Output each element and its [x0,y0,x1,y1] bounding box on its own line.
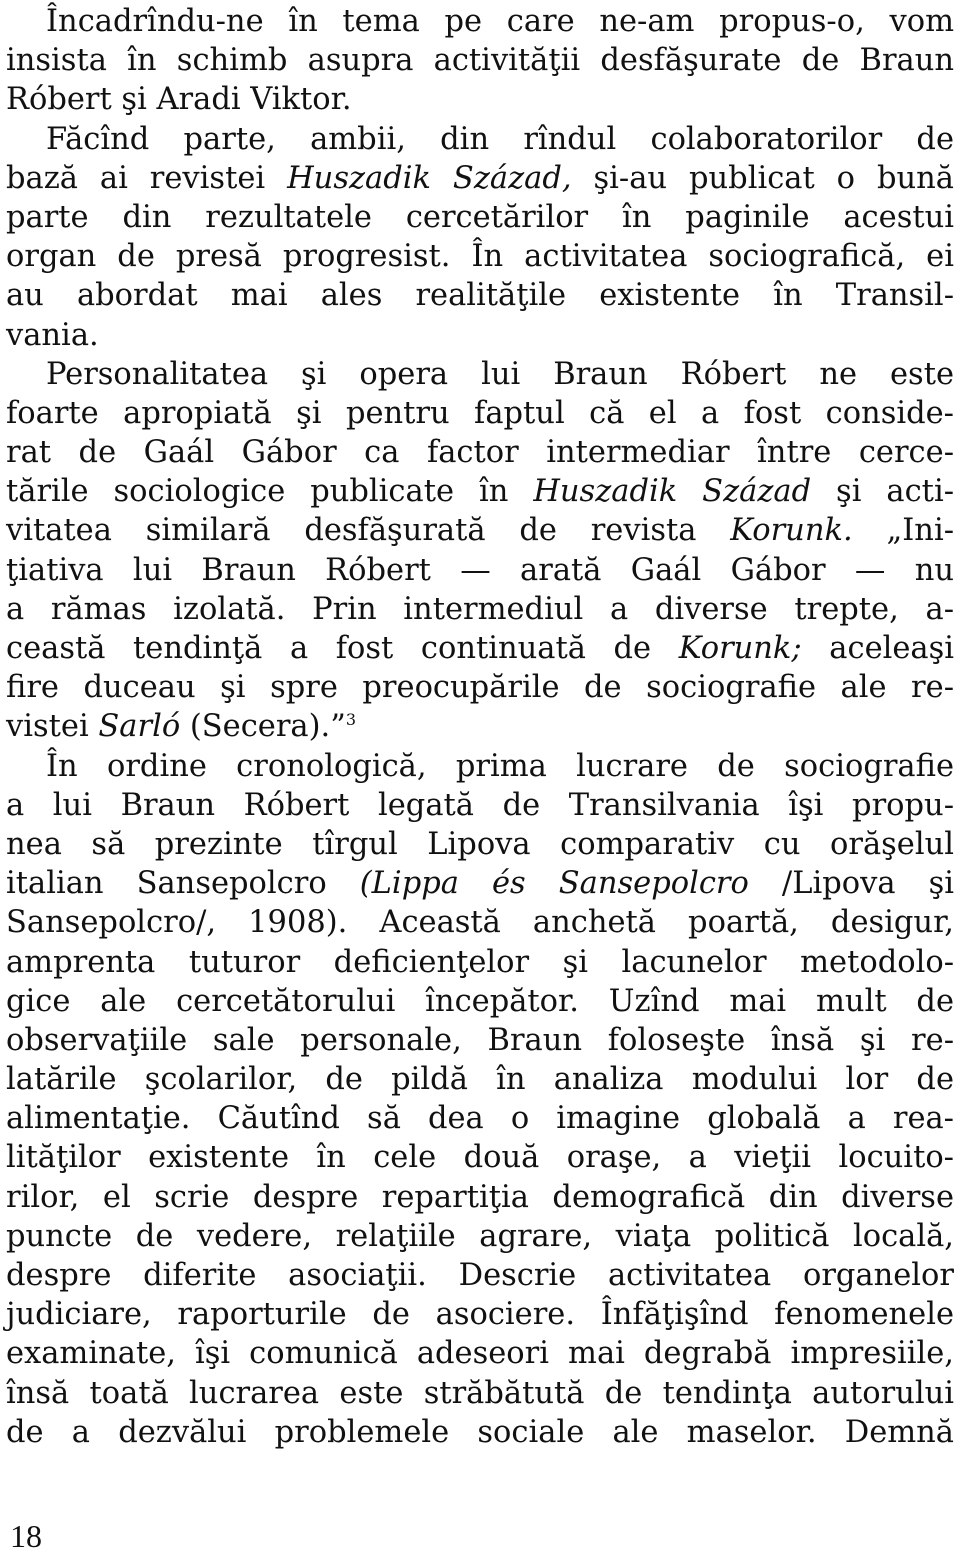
italic-title: Huszadik Század, [287,160,572,196]
text-segment: observaţiile sale personale, Braun foloseşte însă şi re- [6,1022,954,1058]
text-segment: italian Sansepolcro [6,866,360,902]
text-segment: tările sociologice publicate în [6,474,534,510]
text-line [6,1334,954,1373]
text-segment: judiciare, raporturile de asociere. Înfăţişînd fenomenele [6,1297,954,1333]
text-line [6,707,954,746]
text-segment: parte din rezultatele cercetărilor în paginile acestui [6,199,954,235]
text-line [6,864,954,903]
text-segment: nea să prezinte tîrgul Lipova comparativ cu orăşelul [6,826,954,862]
text-segment: organ de presă progresist. În activitatea sociografică, ei [6,239,954,275]
text-line [6,590,954,629]
text-line [6,159,954,198]
text-segment: alimentaţie. Căutînd să dea o imagine globală a rea- [6,1101,954,1137]
text-line [6,1413,954,1452]
text-segment: a lui Braun Róbert legată de Transilvania îşi propu- [6,787,954,823]
text-line [6,120,954,159]
italic-title: Sarló [98,709,181,745]
text-line [6,1021,954,1060]
text-segment: Făcînd parte, ambii, din rîndul colaboratorilor de [46,121,954,157]
text-line [6,943,954,982]
text-segment: vania. [6,317,99,353]
text-line [6,1374,954,1413]
italic-title: Huszadik Század [533,474,812,510]
text-segment: aceleaşi [801,631,955,666]
italic-title: (Lippa és Sansepolcro [359,866,749,902]
text-segment: Sansepolcro/, 1908). Această anchetă poartă, desigur, [6,905,954,941]
text-line [6,2,954,41]
text-segment: rilor, el scrie despre repartiţia demografică din diverse [6,1179,954,1215]
text-line [6,668,954,707]
text-line [6,629,954,668]
text-line [6,903,954,942]
text-line [6,511,954,550]
page-number: 18 [10,1518,42,1554]
text-segment: /Lipova şi [748,866,954,902]
text-line [6,198,954,237]
text-segment: au abordat mai ales realităţile existente în Transil- [6,278,954,314]
text-line [6,551,954,590]
text-line [6,316,954,355]
text-line [6,1295,954,1334]
text-segment: lităţilor existente în cele două oraşe, a vieţii locuito- [6,1140,954,1176]
text-line [6,1178,954,1217]
text-line [6,276,954,315]
text-line [6,472,954,511]
text-segment: bază ai revistei [6,160,288,196]
text-segment: însă toată lucrarea este străbătută de tendinţa autorului [6,1375,954,1411]
text-line [6,747,954,786]
text-segment: Personalitatea şi opera lui Braun Róbert ne este [46,356,954,392]
text-segment: examinate, îşi comunică adeseori mai degrabă impresiile, [6,1336,954,1372]
text-segment: vitatea similară desfăşurată de revista [6,513,731,549]
document-body [6,2,954,1452]
text-segment: puncte de vedere, relaţiile agrare, viaţa politică locală, [6,1218,954,1254]
text-line [6,355,954,394]
text-segment: şi acti- [811,474,955,510]
text-segment: fire duceau şi spre preocupările de sociografie ale re- [6,670,954,706]
text-segment: (Secera).” [180,709,346,745]
text-segment: amprenta tuturor deficienţelor şi lacunelor metodolo- [6,944,954,980]
text-segment: „Ini- [852,513,955,549]
text-segment: şi-au publicat o bună [571,160,954,196]
italic-title: Korunk; [678,631,802,666]
text-line [6,237,954,276]
text-segment: Róbert şi Aradi Viktor. [6,82,352,118]
text-segment: latările şcolarilor, de pildă în analiza modului lor de [6,1062,954,1098]
text-line [6,80,954,119]
text-segment: rat de Gaál Gábor ca factor intermediar între cerce- [6,435,954,471]
text-line [6,1217,954,1256]
text-line [6,982,954,1021]
text-line [6,825,954,864]
text-segment: vistei [6,709,99,745]
text-segment: În ordine cronologică, prima lucrare de sociografie [46,748,954,784]
text-line [6,1138,954,1177]
text-segment: gice ale cercetătorului începător. Uzînd mai mult de [6,983,954,1019]
text-segment: a rămas izolată. Prin intermediul a diverse trepte, a- [6,591,954,627]
text-line [6,394,954,433]
text-line [6,433,954,472]
text-line [6,786,954,825]
text-segment: Încadrîndu-ne în tema pe care ne-am propus-o, vom [46,4,954,39]
text-line [6,1099,954,1138]
text-segment: ţiativa lui Braun Róbert — arată Gaál Gábor — nu [6,552,954,588]
text-segment: foarte apropiată şi pentru faptul că el a fost conside- [6,395,954,431]
text-segment: insista în schimb asupra activităţii desfăşurate de Braun [6,43,954,79]
text-segment: de a dezvălui problemele sociale ale maselor. Demnă [6,1414,954,1450]
text-line [6,1060,954,1099]
text-line [6,41,954,80]
text-segment: ceastă tendinţă a fost continuată de [6,631,679,666]
italic-title: Korunk. [730,513,853,549]
footnote-reference: 3 [345,710,356,730]
text-segment: despre diferite asociaţii. Descrie activitatea organelor [6,1258,954,1293]
text-line [6,1256,954,1295]
